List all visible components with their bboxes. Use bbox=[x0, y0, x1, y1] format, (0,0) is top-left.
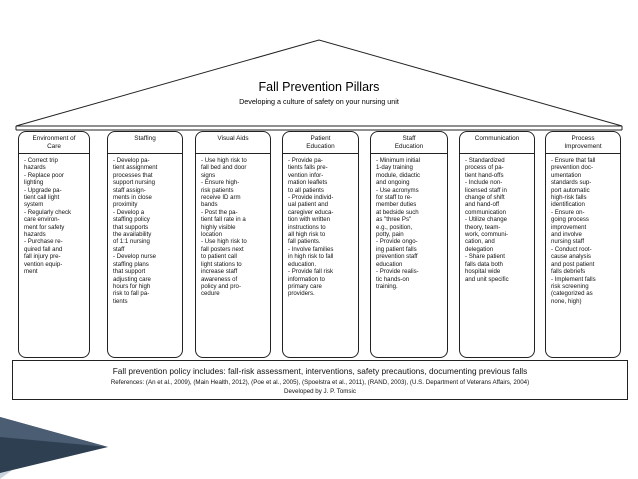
pillar-title: Staff Education bbox=[371, 132, 447, 154]
developer-credit: Developed by J. P. Tomsic bbox=[284, 388, 356, 395]
pillar-communication bbox=[459, 131, 535, 358]
pillar-visual-aids bbox=[195, 131, 271, 358]
pillar-body: - Minimum initial 1-day training module, didactic and ongoing - Use acronyms for staff to re- member duties at bedside such as "three Ps" e.g., position, potty, pain - Provide ongo- ing patient falls prevention staff education - Provide realis- tic hands-on training. bbox=[376, 157, 421, 290]
pillar-body: - Ensure that fall prevention doc- umentation standards sup- port automatic high-risk falls identification - Ensure on- going process improvement and involve nursing staff - Conduct root- cause analysis and post patient falls debriefs - Implement falls risk screening (categorized as none, high) bbox=[551, 157, 596, 305]
pillar-title: Process Improvement bbox=[546, 132, 620, 154]
pillar-environment-of-care bbox=[18, 131, 90, 358]
diagram-title: Fall Prevention Pillars bbox=[258, 80, 380, 94]
pillar-body: - Use high risk to fall bed and door signs - Ensure high- risk patients receive ID arm bands - Post the pa- tient fall rate in a highly visible location - Use high risk to fall posters next to patient call light stations to increase staff awareness of policy and pro- cedure bbox=[201, 157, 247, 298]
pillar-staff-education bbox=[370, 131, 448, 358]
pillar-title: Staffing bbox=[108, 132, 182, 154]
pillar-process-improvement bbox=[545, 131, 621, 358]
pillar-title: Patient Education bbox=[283, 132, 358, 154]
pillar-patient-education bbox=[282, 131, 359, 358]
pillar-title: Communication bbox=[460, 132, 534, 154]
references: References: (An et al., 2009), (Main Health, 2012), (Poe et al., 2005), (Spoelstra et al., 2011), (RAND, 2003), (U.S. Department of Veterans Affairs, 2004) bbox=[110, 379, 530, 386]
pillar-body: - Correct trip hazards - Replace poor lighting - Upgrade pa- tient call light system - Regularly check care environ- ment for safety hazards - Purchase re- quired fall and fall injury pre- vention equip- ment bbox=[24, 157, 72, 276]
pillar-body: - Provide pa- tients falls pre- vention infor- mation leaflets to all patients - Provide individ- ual patient and caregiver educa- tion with written instructions to all high risk to fall patients. - Involve families in high risk to fall education. - Provide fall risk information to primary care providers. bbox=[288, 157, 334, 298]
pillar-title: Environment of Care bbox=[19, 132, 89, 154]
slide-decoration-arrow bbox=[0, 403, 112, 479]
foundation-base bbox=[12, 360, 628, 400]
diagram-subtitle: Developing a culture of safety on your nursing unit bbox=[239, 97, 399, 106]
pillar-body: - Develop pa- tient assignment processes that support nursing staff assign- ments in close proximity - Develop a staffing policy that supports the availability of 1:1 nursing staff - Develop nurse staffing plans that support adjusting care hours for high risk to fall pa- tients bbox=[113, 157, 158, 305]
pillar-body: - Standardized process of pa- tient hand-offs - Include non- licensed staff in change of shift and hand-off communication - Utilize change theory, team- work, communi- cation, and delegation - Share patient falls data both hospital wide and unit specific bbox=[465, 157, 509, 283]
pillar-title: Visual Aids bbox=[196, 132, 270, 154]
policy-statement: Fall prevention policy includes: fall-risk assessment, interventions, safety precautions, documenting previous falls bbox=[112, 366, 528, 376]
pillar-staffing bbox=[107, 131, 183, 358]
